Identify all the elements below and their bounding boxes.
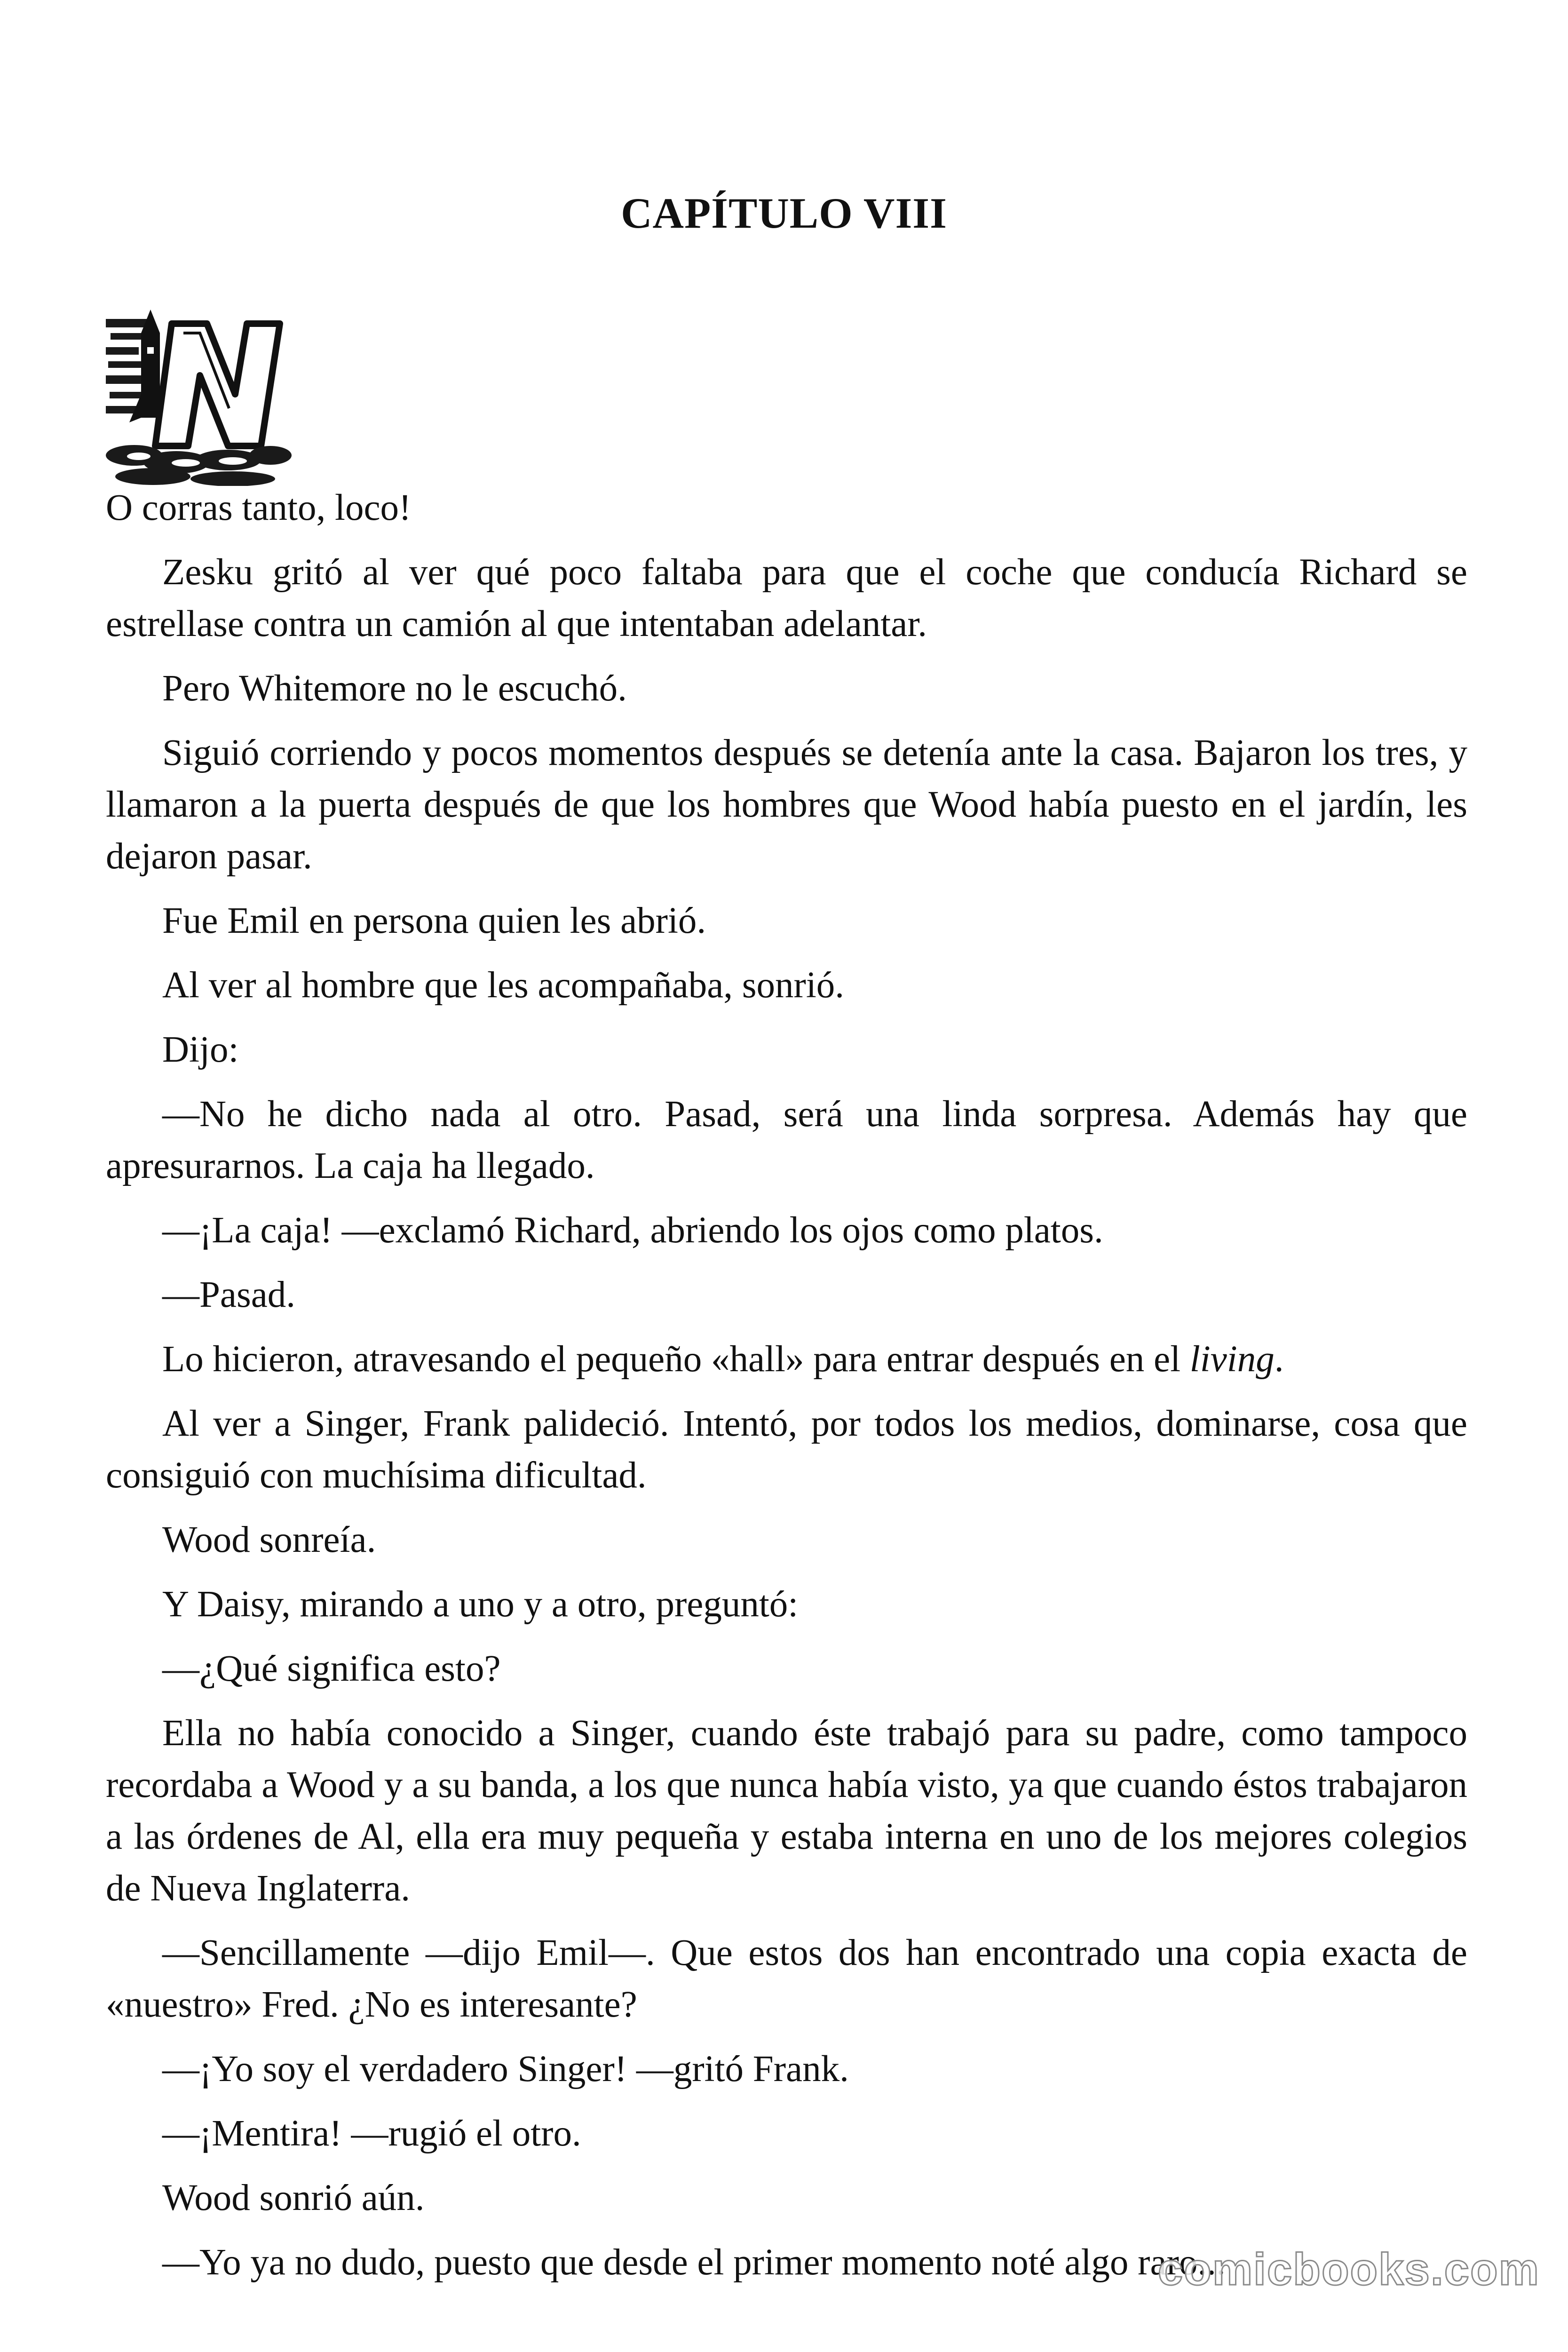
paragraph: Dijo: [162, 1029, 239, 1070]
paragraph: Wood sonreía. [162, 1519, 376, 1560]
paragraph: O corras tanto, loco! [106, 487, 412, 528]
paragraph-with-italic [106, 1334, 1467, 1385]
paragraph-text: . [1274, 1339, 1284, 1380]
paragraph: —No he dicho nada al otro. Pasad, será una linda sorpresa. Además hay que apresurarnos. La caja ha llegado. [106, 1094, 1467, 1186]
italic-word: living [1189, 1339, 1275, 1380]
paragraph: Pero Whitemore no le escuchó. [162, 668, 627, 709]
paragraph: Al ver a Singer, Frank palideció. Intentó, por todos los medios, dominarse, cosa que consiguió con muchísima dificultad. [106, 1403, 1467, 1496]
paragraph: —¿Qué significa esto? [162, 1648, 501, 1689]
watermark: comicbooks.com [1157, 2244, 1540, 2295]
paragraph: —¡La caja! —exclamó Richard, abriendo los ojos como platos. [162, 1210, 1103, 1251]
rocket-ornament-icon [106, 300, 292, 486]
paragraph: Wood sonrió aún. [162, 2177, 425, 2218]
paragraph: —¡Mentira! —rugió el otro. [162, 2113, 581, 2154]
paragraph: Al ver al hombre que les acompañaba, sonrió. [162, 965, 845, 1006]
paragraph: Zesku gritó al ver qué poco faltaba para que el coche que conducía Richard se estrellase contra un camión al que intentaban adelantar. [106, 552, 1467, 644]
chapter-body [106, 482, 1467, 2301]
paragraph-text: Lo hicieron, atravesando el pequeño «hall» para entrar después en el [162, 1339, 1190, 1380]
chapter-title: CAPÍTULO VIII [621, 189, 947, 237]
paragraph: —Yo ya no dudo, puesto que desde el primer momento noté algo raro... [162, 2242, 1226, 2283]
paragraph: —¡Yo soy el verdadero Singer! —gritó Frank. [162, 2049, 849, 2090]
paragraph: —Pasad. [162, 1274, 296, 1315]
paragraph: Fue Emil en persona quien les abrió. [162, 900, 706, 941]
paragraph: Ella no había conocido a Singer, cuando éste trabajó para su padre, como tampoco recordaba a Wood y a su banda, a los que nunca había visto, ya que cuando éstos trabajaron a las órdenes de Al, ella era muy pequeña y estaba interna en uno de los mejores colegios de Nueva Inglaterra. [106, 1713, 1467, 1909]
paragraph: Y Daisy, mirando a uno y a otro, preguntó: [162, 1584, 799, 1625]
paragraph: Siguió corriendo y pocos momentos después se detenía ante la casa. Bajaron los tres, y llamaron a la puerta después de que los hombres que Wood había puesto en el jardín, les dejaron pasar. [106, 732, 1467, 877]
paragraph: —Sencillamente —dijo Emil—. Que estos dos han encontrado una copia exacta de «nuestro» Fred. ¿No es interesante? [106, 1932, 1467, 2025]
